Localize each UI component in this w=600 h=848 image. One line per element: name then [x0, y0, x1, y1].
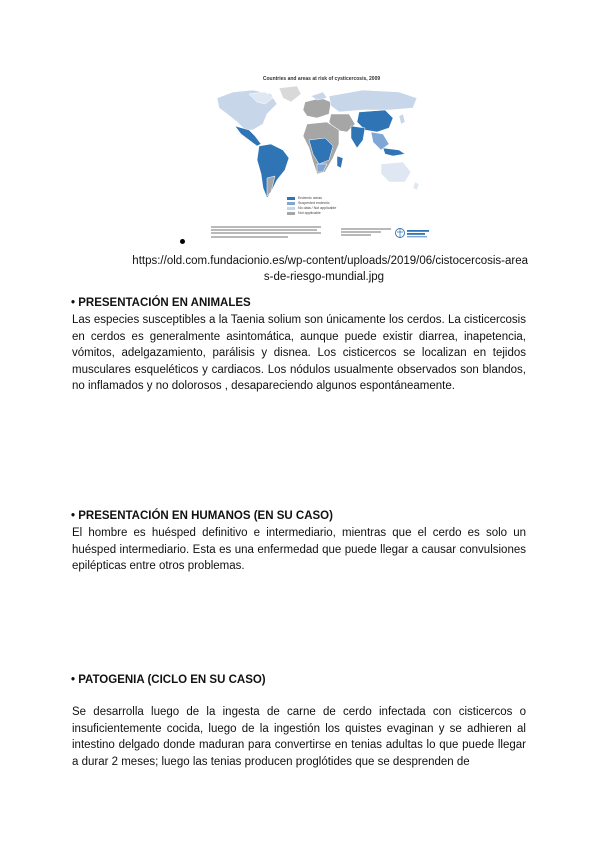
section-heading-humans: • PRESENTACIÓN EN HUMANOS (EN SU CASO) [71, 510, 333, 522]
figure-source-note [341, 228, 391, 238]
url-line-2[interactable]: s-de-riesgo-mundial.jpg [263, 271, 385, 283]
legend-label: Suspected endemic [298, 201, 330, 205]
legend-label: Endemic areas [298, 196, 322, 200]
figure-footnote [211, 226, 321, 239]
list-bullet-icon [180, 239, 185, 244]
who-logo-icon [395, 227, 431, 239]
url-line-1[interactable]: https://old.com.fundacionio.es/wp-content/uploads/2019/06/cistocercosis-area [132, 255, 528, 267]
legend-item [287, 211, 336, 216]
image-source-url[interactable] [112, 253, 528, 285]
world-map-image [213, 84, 427, 204]
section-body-humans: El hombre es huésped definitivo e intermediario, mientras que el cerdo es solo un huésped intermediario. Esta es una enfermedad que puede llegar a causar convulsiones epilépticas entre otros problemas. [72, 527, 526, 573]
legend-swatch [287, 197, 295, 200]
legend-swatch [287, 202, 295, 205]
section-heading-pathogeny: • PATOGENIA (CICLO EN SU CASO) [71, 674, 266, 686]
legend-swatch [287, 207, 295, 210]
section-heading-animals: • PRESENTACIÓN EN ANIMALES [71, 297, 251, 309]
legend-swatch [287, 212, 295, 215]
legend-label: No data / Not applicable [298, 206, 337, 210]
risk-map-figure [209, 74, 434, 246]
section-body-animals: Las especies susceptibles a la Taenia solium son únicamente los cerdos. La cisticercosis en cerdos es generalmente asintomática, aunque puede existir diarrea, inapetencia, vómitos, adelgazamiento, parálisis y disnea. Los cisticercos se localizan en tejidos musculares esqueléticos y cardiacos. Los nódulos usualmente observados son blandos, no inflamados y no dolorosos , desapareciendo algunos espontáneamente. [72, 314, 526, 393]
figure-title: Countries and areas at risk of cysticercosis, 2009 [262, 76, 381, 82]
legend-label: Not applicable [298, 211, 321, 215]
map-legend [287, 196, 336, 216]
section-body-pathogeny: Se desarrolla luego de la ingesta de carne de cerdo infectada con cisticercos o insuficientemente cocida, luego de la ingestión los quistes evaginan y se adhieren al intestino delgado donde maduran para convertirse en tenias adultas lo que puede llegar a durar 2 meses; luego las tenias producen proglótides que se desprenden de [72, 706, 526, 768]
